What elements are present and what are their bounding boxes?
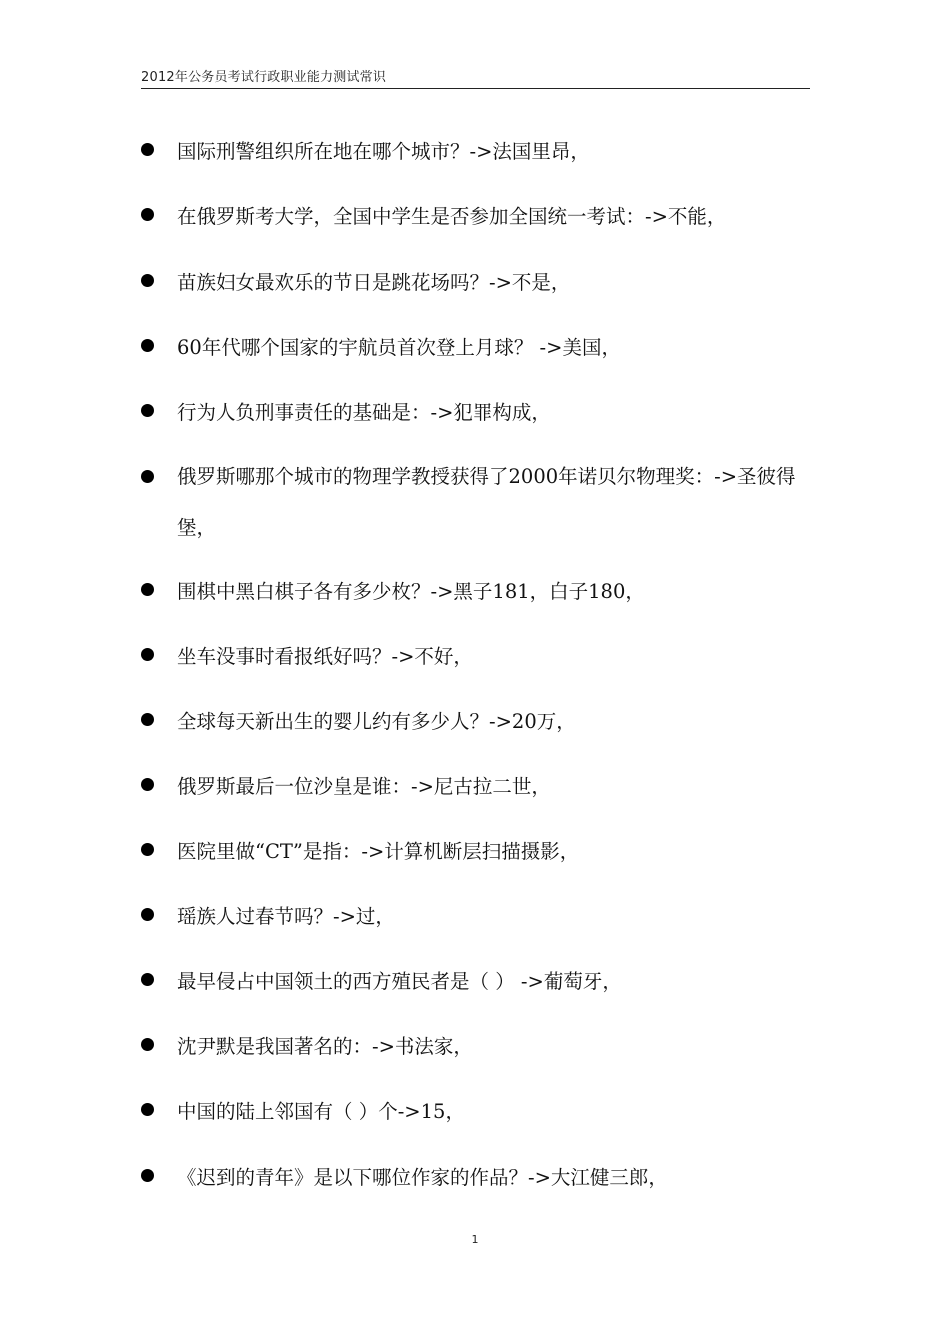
- list-item: [141, 1090, 831, 1130]
- list-item-text: 坐车没事时看报纸好吗？->不好，: [177, 645, 473, 668]
- bullet-icon: [141, 713, 154, 726]
- bullet-icon: [141, 208, 154, 221]
- list-item-text: 全球每天新出生的婴儿约有多少人？->20万，: [177, 710, 576, 733]
- list-item: [141, 391, 831, 431]
- list-item-text: 《迟到的青年》是以下哪位作家的作品？->大江健三郎，: [177, 1166, 668, 1189]
- list-item-text: 俄罗斯哪那个城市的物理学教授获得了2000年诺贝尔物理奖：->圣彼得堡，: [177, 465, 796, 539]
- bullet-icon: [141, 1169, 154, 1182]
- header-title: 2012年公务员考试行政职业能力测试常识: [141, 70, 387, 85]
- list-item: [141, 700, 831, 740]
- list-item-text: 瑶族人过春节吗？->过，: [177, 905, 395, 928]
- list-item-text: 行为人负刑事责任的基础是：->犯罪构成，: [177, 401, 551, 424]
- list-item-text: 俄罗斯最后一位沙皇是谁：->尼古拉二世，: [177, 775, 551, 798]
- list-item-text: 国际刑警组织所在地在哪个城市？->法国里昂，: [177, 140, 590, 163]
- bullet-icon: [141, 648, 154, 661]
- bullet-icon: [141, 908, 154, 921]
- bullet-icon: [141, 143, 154, 156]
- bullet-icon: [141, 843, 154, 856]
- bullet-icon: [141, 973, 154, 986]
- bullet-icon: [141, 1103, 154, 1116]
- list-item: [141, 635, 831, 675]
- list-item-text: 医院里做“CT”是指：->计算机断层扫描摄影，: [177, 840, 580, 863]
- list-item: [141, 570, 831, 610]
- list-item: [141, 960, 831, 1000]
- bullet-icon: [141, 778, 154, 791]
- list-item-text: 中国的陆上邻国有（ ）个->15，: [177, 1100, 465, 1123]
- list-item: [141, 895, 831, 935]
- page-number: 1: [471, 1233, 479, 1246]
- list-item: [141, 457, 831, 547]
- list-item-text: 在俄罗斯考大学，全国中学生是否参加全国统一考试：->不能，: [177, 205, 727, 228]
- list-item-text: 60年代哪个国家的宇航员首次登上月球？ ->美国，: [177, 336, 621, 359]
- bullet-icon: [141, 583, 154, 596]
- list-item: [141, 195, 831, 235]
- list-item: [141, 765, 831, 805]
- bullet-icon: [141, 470, 154, 483]
- bullet-icon: [141, 339, 154, 352]
- list-item-text: 苗族妇女最欢乐的节日是跳花场吗？->不是，: [177, 271, 571, 294]
- list-item-text: 围棋中黑白棋子各有多少枚？->黑子181，白子180，: [177, 580, 645, 603]
- list-item-text: 沈尹默是我国著名的：->书法家，: [177, 1035, 473, 1058]
- list-item: [141, 130, 831, 170]
- bullet-icon: [141, 1038, 154, 1051]
- list-item: [141, 830, 831, 870]
- list-item: [141, 1025, 831, 1065]
- bullet-icon: [141, 404, 154, 417]
- bullet-icon: [141, 274, 154, 287]
- list-item: [141, 261, 831, 301]
- list-item-text: 最早侵占中国领土的西方殖民者是（ ） ->葡萄牙，: [177, 970, 622, 993]
- list-item: [141, 326, 831, 366]
- list-item: [141, 1156, 831, 1196]
